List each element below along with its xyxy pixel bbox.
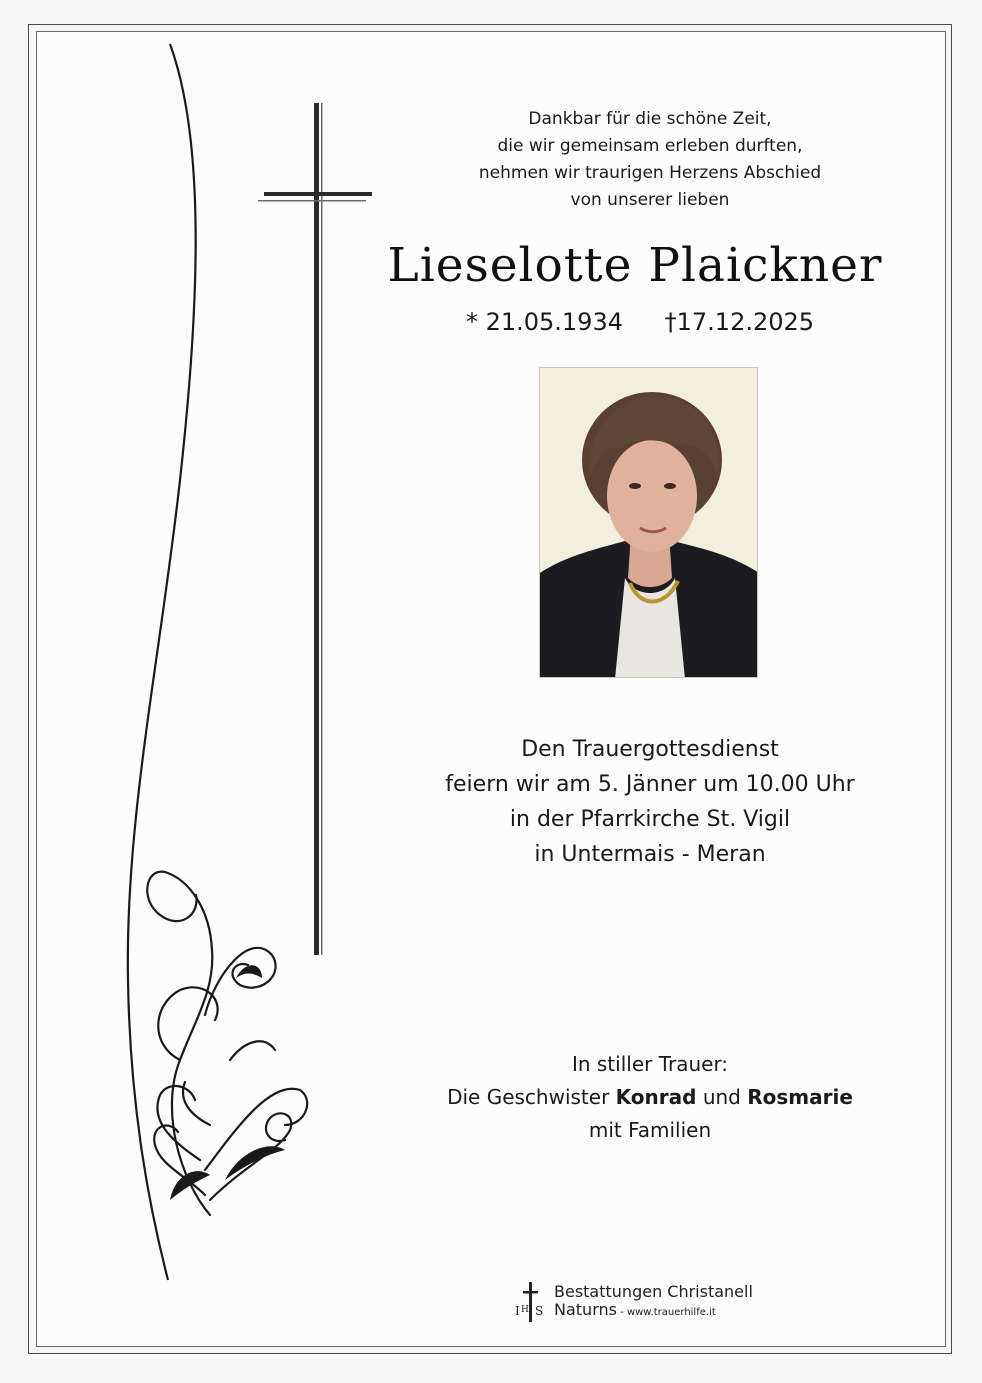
funeral-home-info [554, 1283, 753, 1322]
life-dates [420, 308, 860, 336]
funeral-home-location [554, 1301, 753, 1322]
portrait-photo [539, 367, 758, 678]
mourners-heading: In stiller Trauer: [571, 1052, 729, 1076]
flourish-leaves [170, 965, 285, 1200]
funeral-home-name: Bestattungen Christanell [554, 1282, 753, 1301]
death-date: †17.12.2025 [664, 308, 815, 336]
birth-date: * 21.05.1934 [465, 308, 623, 336]
footer-separator: - [616, 1307, 627, 1318]
svg-text:S: S [535, 1304, 544, 1318]
cross-icon [258, 103, 372, 955]
service-line: in der Pfarrkirche St. Vigil [509, 807, 791, 832]
mourners-prefix: Die Geschwister [447, 1085, 616, 1109]
mourners-section [400, 1048, 900, 1147]
service-info [400, 732, 900, 872]
service-line: Den Trauergottesdienst [521, 737, 779, 762]
funeral-home-place: Naturns [554, 1300, 617, 1319]
funeral-home-logo-icon [514, 1282, 548, 1322]
deceased-name: Lieselotte Plaickner [387, 238, 883, 293]
svg-text:I: I [515, 1304, 520, 1318]
intro-line: nehmen wir traurigen Herzens Abschied [478, 163, 822, 183]
service-line: in Untermais - Meran [534, 842, 766, 867]
flourish-ornament-icon [147, 872, 307, 1215]
svg-text:H: H [521, 1305, 529, 1315]
intro-line: die wir gemeinsam erleben durften, [497, 136, 803, 156]
intro-line: Dankbar für die schöne Zeit, [528, 109, 772, 129]
mourners-conjunction: und [696, 1085, 748, 1109]
intro-line: von unserer lieben [570, 190, 730, 210]
mourner-name: Rosmarie [747, 1085, 853, 1109]
mourner-name: Konrad [615, 1085, 697, 1109]
mourners-family: mit Familien [588, 1118, 712, 1142]
intro-text [420, 106, 880, 214]
flowing-line [128, 44, 196, 1280]
funeral-home-website: www.trauerhilfe.it [626, 1307, 716, 1318]
service-line: feiern wir am 5. Jänner um 10.00 Uhr [445, 772, 855, 797]
mourners-names [400, 1081, 900, 1114]
